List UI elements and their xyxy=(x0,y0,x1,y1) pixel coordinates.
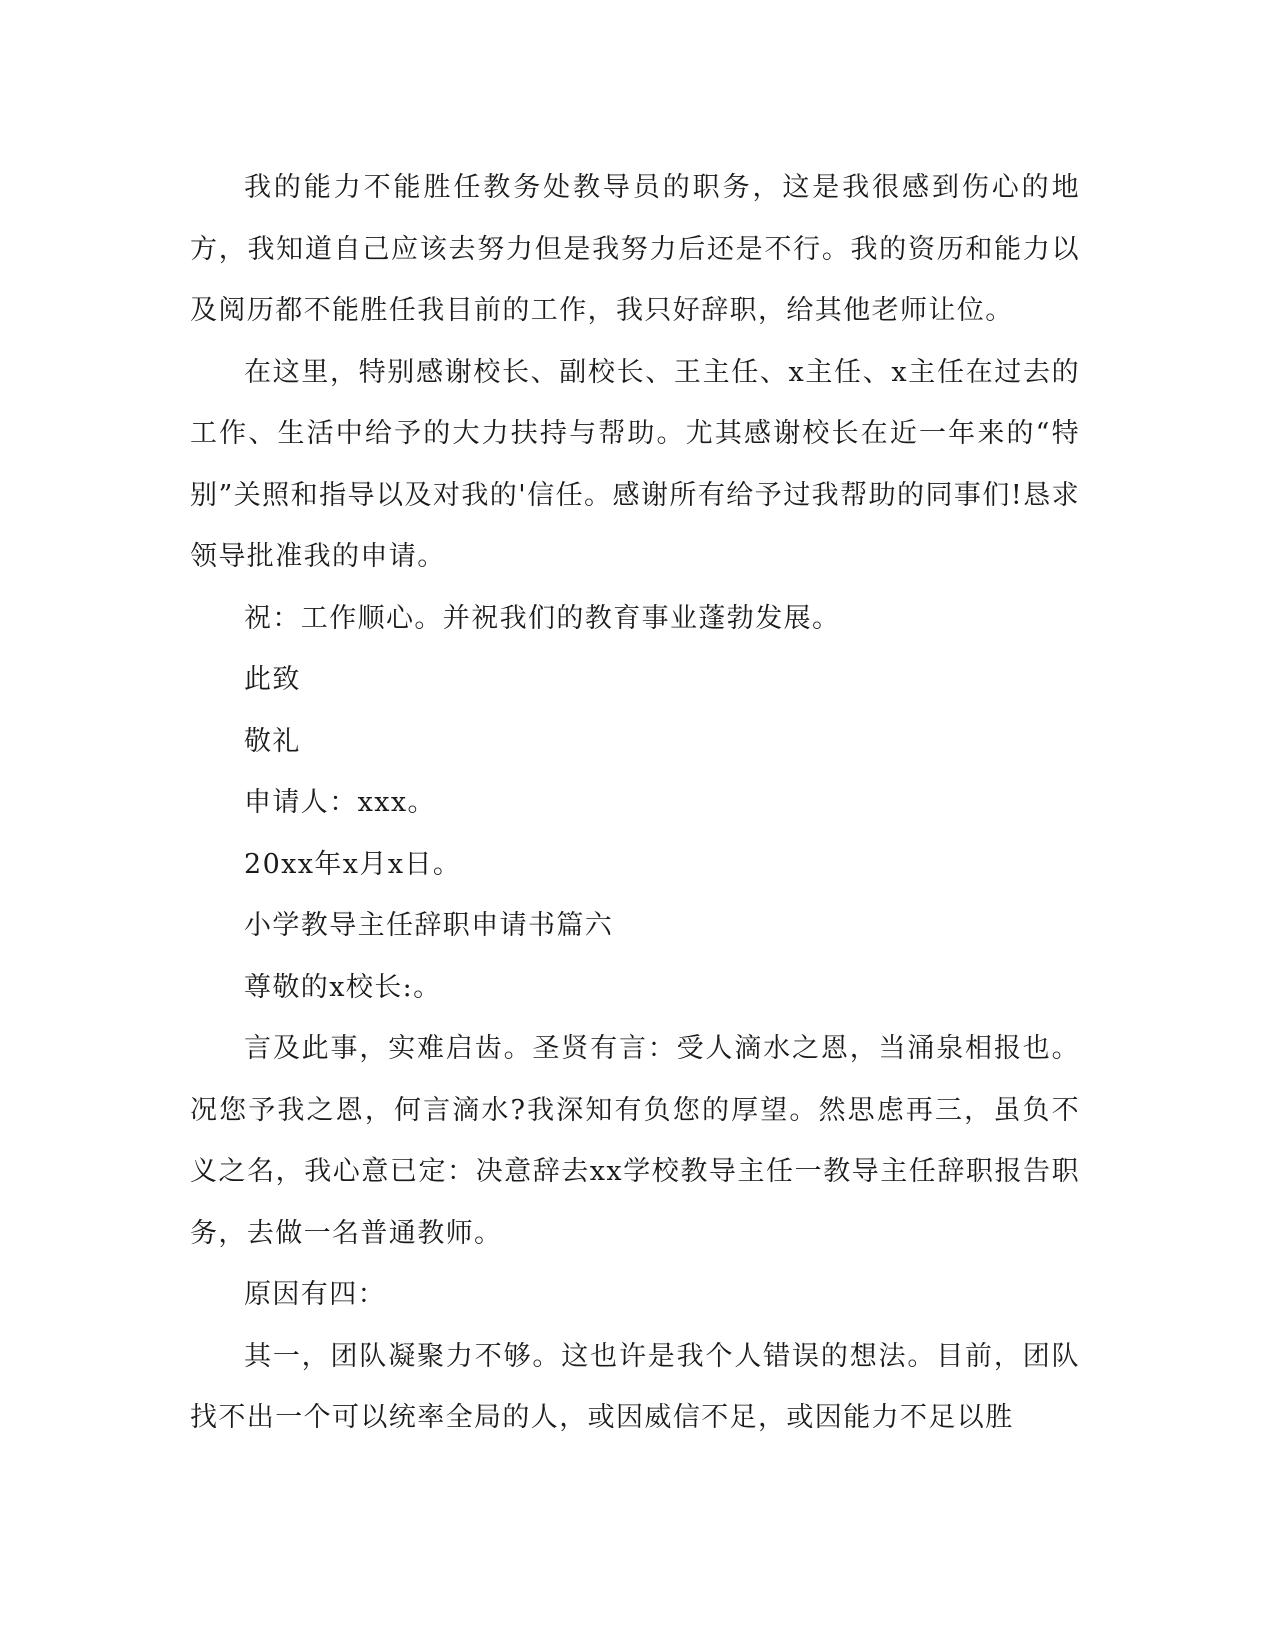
applicant-line: 申请人：xxx。 xyxy=(244,787,436,818)
date-line: 20xx年x月x日。 xyxy=(244,848,462,880)
paragraph-thanks: 在这里，特别感谢校长、副校长、王主任、x主任、x主任在过去的工作、生活中给予的大力扶持与帮助。尤其感谢校长在近一年来的“特别”关照和指导以及对我的'信任。感谢所有给予过我帮助的同事们!恳求领导批准我的申请。 xyxy=(190,356,1080,572)
section-title: 小学教导主任辞职申请书篇六 xyxy=(244,910,614,941)
paragraph-wishes: 祝：工作顺心。并祝我们的教育事业蓬勃发展。 xyxy=(244,602,841,634)
paragraph-reason-one: 其一，团队凝聚力不够。这也许是我个人错误的想法。目前，团队找不出一个可以统率全局的人，或因威信不足，或因能力不足以胜 xyxy=(190,1340,1080,1433)
document-body xyxy=(190,157,1080,1449)
paragraph-reasons-intro: 原因有四： xyxy=(244,1279,386,1310)
paragraph-resolve: 言及此事，实难启齿。圣贤有言：受人滴水之恩，当涌泉相报也。况您予我之恩，何言滴水?我深知有负您的厚望。然思虑再三，虽负不义之名，我心意已定：决意辞去xx学校教导主任一教导主任辞职报告职务，去做一名普通教师。 xyxy=(190,1033,1080,1249)
paragraph-ability: 我的能力不能胜任教务处教导员的职务，这是我很感到伤心的地方，我知道自己应该去努力但是我努力后还是不行。我的资历和能力以及阅历都不能胜任我目前的工作，我只好辞职，给其他老师让位。 xyxy=(190,172,1080,326)
closing-jingli: 敬礼 xyxy=(244,725,301,757)
closing-cizhi: 此致 xyxy=(244,664,301,695)
salutation: 尊敬的x校长:。 xyxy=(244,971,442,1003)
